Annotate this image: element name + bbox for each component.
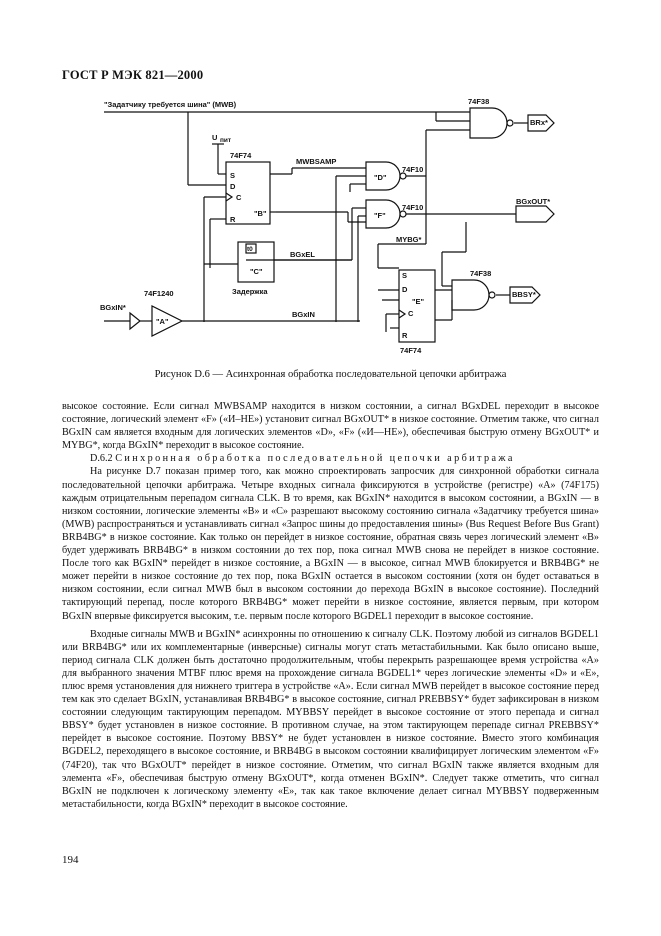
pin-r-bottom-label: R — [402, 331, 408, 340]
pin-c-label: C — [236, 193, 242, 202]
pin-s-label: S — [230, 171, 236, 180]
circuit-diagram — [96, 92, 566, 362]
signal-bgxout-label: BGxOUT* — [516, 197, 551, 206]
paragraph-1: высокое состояние. Если сигнал MWBSAMP находится в низком состоянии, а сигнал BGxDEL переходит в высокое состояние, логический элемент «F» («И–НЕ») установит сигнал BGxOUT* в низкое состояние. Отметим также, что сигнал BGxIN сам является входным для логических элементов «D», «F» («И—НЕ»), обеспечивая быструю отмену BGxOUT* и MYBG*, когда BGxIN* переходит в высокое состояние. — [62, 401, 599, 452]
body-text — [62, 400, 599, 811]
signal-brx-label: BRx* — [530, 118, 548, 127]
pin-c-bottom-label: C — [408, 309, 414, 318]
chip-nand-mid2-label: 74F10 — [402, 203, 424, 212]
pin-d-bottom-label: D — [402, 285, 408, 294]
nand-gate-bbsy — [452, 280, 489, 310]
chip-nand-mid-label: 74F10 — [402, 165, 424, 174]
chip-ff-top-label: 74F74 — [230, 151, 252, 160]
pin-r-label: R — [230, 215, 236, 224]
chip-ff-bottom-label: 74F74 — [400, 346, 422, 355]
pin-s-bottom-label: S — [402, 271, 408, 280]
flipflop-e-label: "E" — [412, 297, 425, 306]
signal-mwbsamp-label: MWBSAMP — [296, 157, 337, 166]
gate-d-label: "D" — [374, 173, 387, 182]
signal-mwb-label: "Задатчику требуется шина" (MWB) — [104, 100, 237, 109]
signal-upit-label: U — [212, 133, 218, 142]
signal-upit-subscript: пит — [220, 137, 232, 144]
signal-bgxel-label: BGxEL — [290, 250, 316, 259]
flipflop-b-label: "B" — [254, 209, 267, 218]
section-number: D.6.2 — [90, 453, 113, 465]
chip-nand-bottom-label: 74F38 — [470, 269, 492, 278]
buffer-a-label: "A" — [156, 317, 169, 326]
chip-nand-top-label: 74F38 — [468, 97, 490, 106]
delay-c-label: "C" — [250, 267, 263, 276]
signal-bbsy-label: BBSY* — [512, 290, 536, 299]
figure-caption: Рисунок D.6 — Асинхронная обработка последовательной цепочки арбитража — [154, 369, 507, 380]
document-header: ГОСТ Р МЭК 821—2000 — [62, 68, 204, 82]
section-title: Синхронная обработка последовательной цепочки арбитража — [115, 453, 515, 465]
paragraph-2: На рисунке D.7 показан пример того, как можно спроектировать запросчик для синхронной обработки сигнала последовательной цепочки арбитража. Четыре входных сигнала фиксируются в устройстве (регистре) «А» (74F175) каждым отрицательным перепадом сигнала CLK. В то время, как BGxIN* находится в высоком состоянии, а BGxIN — в низком состоянии, логические элементы «В» и «С» разрешают высокому состоянию сигнала «Задатчику требуется шина» (MWB) распространяться и устанавливать сигнал «Запрос шины до предоставления шины» (Bus Request Before Bus Grant) BRB4BG* в низкое состояние. Как только он перейдет в низкое состояние, обратная связь через логический элемент «В» будет удерживать BRB4BG* в низком состоянии до тех пор, пока сигнал MWB снова не перейдет в низкое состояние. После того как BGxIN* перейдет в низкое состояние, а BGxIN — в высокое, сигнал MWB блокируется и BRB4BG* не может перейти в низкое состояние до тех пор, пока BGxIN остается в высоком состоянии (хотя он будет оставаться в низком состоянии, если сигнал MWB был в высоком состоянии до перехода BGxIN в высокое состояние). Последний тактирующий перепад, после которого BRB4BG* может перейти в низкое состояние, является первым, при котором BGxIN впервые фиксируется высоким, т.е. первым после которого BGDEL1 переходит в высокое состояние. — [62, 466, 599, 622]
signal-bgxin-in-label: BGxIN* — [100, 303, 126, 312]
delay-t0-label: t0 — [247, 246, 253, 253]
nand-gate-brx — [470, 108, 507, 138]
signal-mybg-label: MYBG* — [396, 235, 422, 244]
signal-bgxin-label: BGxIN — [292, 310, 315, 319]
paragraph-3: Входные сигналы MWB и BGxIN* асинхронны по отношению к сигналу CLK. Поэтому любой из сигналов BGDEL1 или BRB4BG* или их комплементарные (инверсные) сигналы могут стать метастабильными. Как было описано выше, период сигнала CLK должен быть достаточно продолжительным, чтобы перекрыть разрешающее время устройства «А» для выбранного значения MTBF плюс время на прохождение сигнала BGDEL1* через логические элементы «D» и «E», плюс время установления для нижнего триггера в устройстве «А». Если сигнал MWB перейдет в высокое состояние перед тем как это сделает BGxIN, устанавливая BRB4BG* в высокое состояние, сигнал PREBBSY* будет зафиксирован в низком состоянии следующим тактирующим перепадом. MYBBSY перейдет в высокое состояние от этого перепада и сигнал BBSY* будет установлен в низкое состояние. В противном случае, на этом тактирующем перепаде сигнал PREBBSY* перейдет в высокое состояние. Поэтому BBSY* не будет установлен в низкое состояние. Вместо этого комбинация BGDEL2, переходящего в высокое состояние, и BRB4BG в высоком состоянии квалифицирует логическим элементом «F» (74F20), так что BGxOUT* перейдет в низкое состояние. Отметим, что сигнал BGxIN также является входным для элемента «F», обеспечивая быструю отмену BGxOUT*, когда отменен BGxIN*. Следует также отметить, что сигнал BGxIN не подключен к логическому элементу «E», так как такое включение делает сигнал MYBBSY подверженным метастабильности, когда BGxIN* переходит в высокое состояние. — [62, 628, 600, 810]
gate-f-label: "F" — [374, 211, 386, 220]
page-number: 194 — [62, 854, 79, 866]
delay-caption-label: Задержка — [232, 287, 268, 296]
chip-buffer-label: 74F1240 — [144, 289, 174, 298]
section-heading — [62, 452, 599, 465]
pin-d-label: D — [230, 182, 236, 191]
